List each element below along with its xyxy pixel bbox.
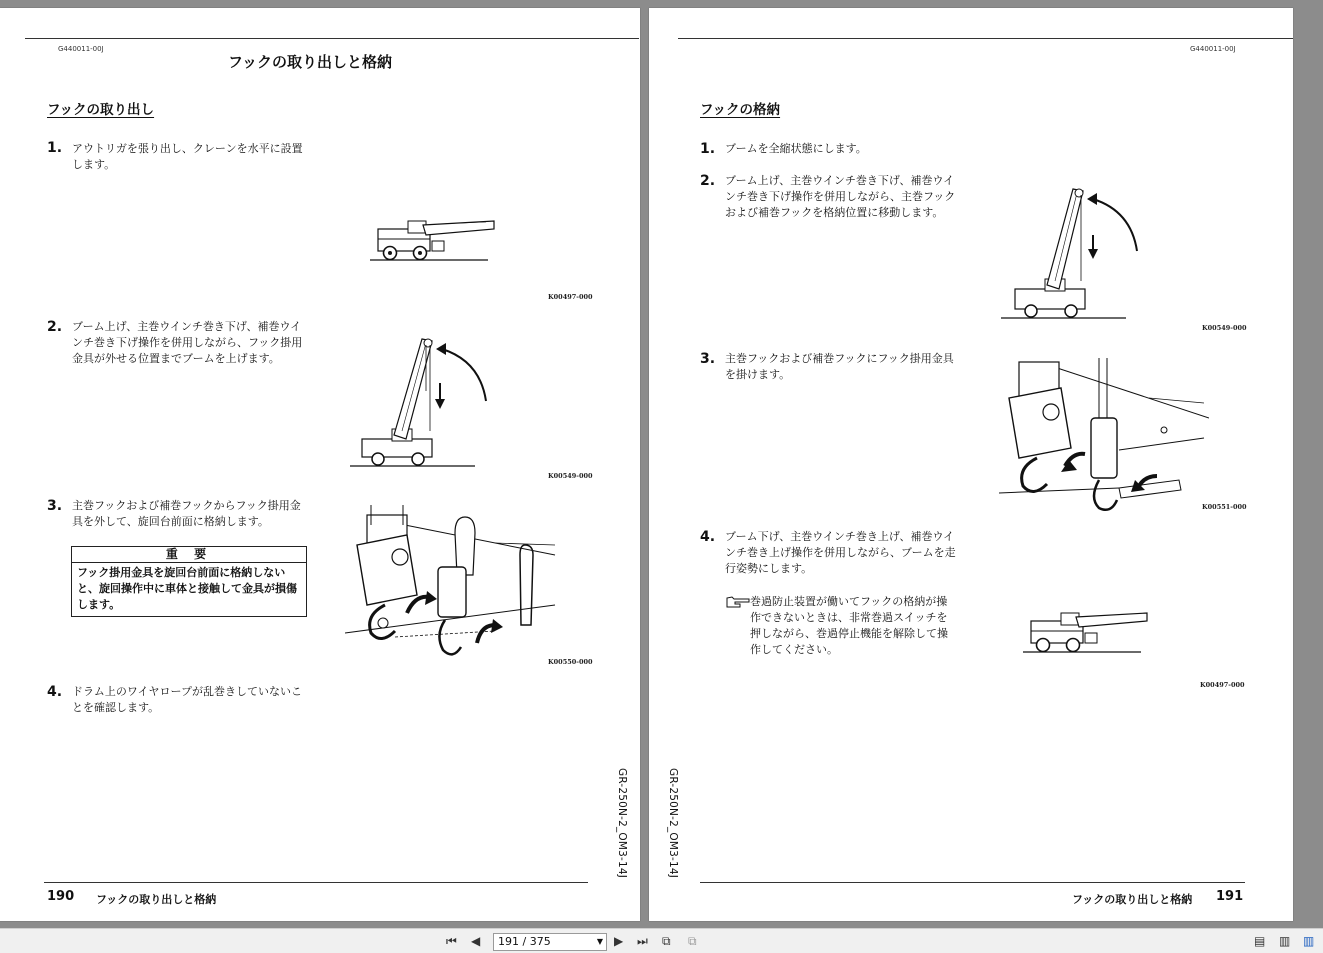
- step-text: ドラム上のワイヤロープが乱巻きしていないことを確認します。: [72, 685, 303, 714]
- page-title: フックの取り出しと格納: [228, 53, 392, 71]
- crane-travel-figure: [368, 211, 498, 271]
- step-text: ブームを全縮状態にします。: [725, 142, 867, 155]
- right-page: [649, 8, 1293, 921]
- step-number: 1.: [700, 141, 716, 157]
- note-text: 巻過防止装置が働いてフックの格納が操作できないときは、非常巻過スイッチを押しながら、巻過停止機能を解除して操作してください。: [750, 595, 948, 656]
- important-notice: [71, 546, 307, 617]
- step-number: 2.: [47, 319, 63, 335]
- step-number: 3.: [700, 351, 716, 367]
- document-code: G440011-00J: [1190, 45, 1236, 53]
- dropdown-arrow-icon: ▼: [596, 937, 603, 946]
- two-page-view-icon[interactable]: ▥: [1303, 934, 1315, 948]
- figure-id: K00551-000: [1202, 503, 1247, 511]
- top-rule: [678, 38, 1293, 39]
- footer-title: フックの取り出しと格納: [1072, 893, 1193, 906]
- top-rule: [25, 38, 639, 39]
- figure-id: K00550-000: [548, 658, 593, 666]
- crane-boom-up-figure: [1001, 181, 1146, 326]
- step-number: 4.: [47, 684, 63, 700]
- step-text: ブーム上げ、主巻ウインチ巻き下げ、補巻ウインチ巻き下げ操作を併用しながら、フック掛用金具が外せる位置までブームを上げます。: [72, 320, 303, 365]
- section-heading: フックの格納: [700, 102, 781, 118]
- document-code: G440011-00J: [58, 45, 104, 53]
- footer-rule: [44, 882, 588, 883]
- important-body: フック掛用金具を旋回台前面に格納しないと、旋回操作中に車体と接触して金具が損傷します。: [77, 566, 297, 611]
- page-number-select[interactable]: [493, 933, 607, 951]
- continuous-view-icon[interactable]: ▥: [1279, 934, 1291, 948]
- figure-id: K00549-000: [548, 472, 593, 480]
- step-text: アウトリガを張り出し、クレーンを水平に設置します。: [72, 142, 303, 171]
- step-text: 主巻フックおよび補巻フックからフック掛用金具を外して、旋回台前面に格納します。: [72, 499, 301, 528]
- crane-travel-figure: [1021, 605, 1153, 661]
- hook-mount-figure: [999, 358, 1209, 516]
- next-view-icon[interactable]: ⧉: [688, 934, 697, 948]
- previous-view-icon[interactable]: ⧉: [662, 934, 671, 948]
- single-page-view-icon[interactable]: ▤: [1254, 934, 1266, 948]
- next-page-icon[interactable]: ▶: [614, 934, 624, 948]
- page-indicator: 191 / 375: [498, 935, 551, 948]
- step-text: 主巻フックおよび補巻フックにフック掛用金具を掛けます。: [725, 352, 954, 381]
- step-number: 4.: [700, 529, 716, 545]
- previous-page-icon[interactable]: ◀: [471, 934, 481, 948]
- step-number: 2.: [700, 173, 716, 189]
- hook-stowing-figure: [345, 505, 560, 667]
- figure-id: K00497-000: [1200, 681, 1245, 689]
- figure-id: K00497-000: [548, 293, 593, 301]
- step-number: 3.: [47, 498, 63, 514]
- document-id-vertical: GR-250N-2_OM3-14J: [616, 768, 628, 879]
- last-page-icon[interactable]: ⏭: [637, 934, 648, 948]
- step-number: 1.: [47, 140, 63, 156]
- step-text: ブーム下げ、主巻ウインチ巻き上げ、補巻ウインチ巻き上げ操作を併用しながら、ブームを走行姿勢にします。: [725, 530, 956, 575]
- footer-title: フックの取り出しと格納: [96, 893, 217, 906]
- pointing-hand-icon: [726, 596, 750, 608]
- page-number: 191: [1216, 889, 1244, 904]
- footer-rule: [700, 882, 1245, 883]
- left-page: [0, 8, 640, 921]
- crane-boom-up-figure: [350, 331, 495, 476]
- important-heading: 重 要: [72, 547, 306, 563]
- viewer-toolbar: [0, 928, 1323, 953]
- section-heading: フックの取り出し: [47, 102, 155, 118]
- page-number: 190: [47, 889, 75, 904]
- step-text: ブーム上げ、主巻ウインチ巻き下げ、補巻ウインチ巻き下げ操作を併用しながら、主巻フックおよび補巻フックを格納位置に移動します。: [725, 174, 956, 219]
- document-id-vertical: GR-250N-2_OM3-14J: [667, 768, 679, 879]
- first-page-icon[interactable]: ⏮: [446, 934, 457, 948]
- figure-id: K00549-000: [1202, 324, 1247, 332]
